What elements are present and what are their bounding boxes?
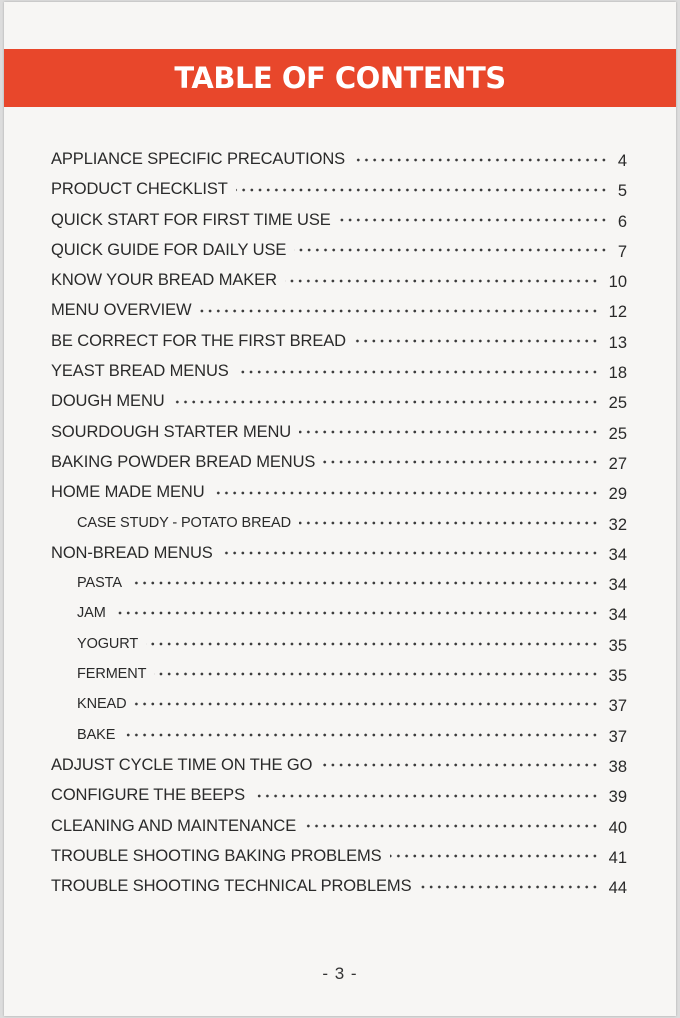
dot-leader	[213, 483, 599, 503]
manual-page	[4, 2, 676, 1016]
toc-entry-title: TROUBLE SHOOTING TECHNICAL PROBLEMS	[51, 877, 412, 896]
toc-entry-title: APPLIANCE SPECIFIC PRECAUTIONS	[51, 150, 346, 168]
toc-entry-page: 10	[608, 273, 627, 292]
toc-entry[interactable]	[4, 356, 676, 386]
toc-entry-title: CONFIGURE THE BEEPS	[51, 786, 245, 805]
dot-leader	[114, 603, 599, 623]
page-number: - 3 -	[322, 964, 358, 983]
dot-leader	[173, 392, 599, 412]
toc-entry-page: 18	[608, 364, 627, 383]
dot-leader	[130, 573, 599, 593]
dot-leader	[253, 786, 599, 806]
toc-entry-title: QUICK START FOR FIRST TIME USE	[51, 210, 331, 229]
toc-entry-page: 35	[608, 667, 627, 686]
toc-entry-title: CASE STUDY - POTATO BREAD	[77, 514, 291, 531]
toc-entry-page: 25	[608, 394, 627, 413]
dot-leader	[294, 240, 608, 260]
toc-entry-title: PRODUCT CHECKLIST	[51, 180, 228, 199]
toc-entry[interactable]	[4, 174, 676, 204]
toc-entry[interactable]	[4, 689, 676, 719]
toc-entry-title: JAM	[77, 605, 106, 622]
dot-leader	[320, 755, 599, 775]
toc-entry[interactable]	[4, 568, 676, 598]
toc-entry-page: 7	[617, 242, 627, 261]
toc-entry-title: MENU OVERVIEW	[51, 301, 192, 320]
toc-entry[interactable]	[4, 205, 676, 235]
toc-entry[interactable]	[4, 629, 676, 659]
toc-entry-title: NON-BREAD MENUS	[51, 543, 213, 562]
dot-leader	[323, 452, 599, 472]
toc-entry[interactable]	[4, 477, 676, 507]
toc-entry-title: BAKE	[77, 726, 116, 743]
toc-entry[interactable]	[4, 720, 676, 750]
toc-entry[interactable]	[4, 447, 676, 477]
toc-entry-title: SOURDOUGH STARTER MENU	[51, 422, 292, 441]
dot-leader	[285, 271, 599, 291]
toc-entry-title: PASTA	[77, 575, 122, 592]
toc-entry-title: TROUBLE SHOOTING BAKING PROBLEMS	[51, 846, 382, 865]
toc-entry-title: DOUGH MENU	[51, 392, 165, 411]
dot-leader	[221, 543, 599, 563]
page-title: TABLE OF CONTENTS	[174, 61, 506, 95]
dot-leader	[354, 331, 599, 351]
dot-leader	[353, 150, 608, 170]
toc-entry-page: 6	[617, 212, 627, 231]
dot-leader	[419, 877, 599, 897]
toc-entry[interactable]	[4, 326, 676, 356]
dot-leader	[299, 422, 599, 442]
toc-entry-page: 4	[617, 152, 627, 170]
toc-entry-title: QUICK GUIDE FOR DAILY USE	[51, 240, 287, 259]
toc-entry[interactable]	[4, 598, 676, 628]
toc-entry[interactable]	[4, 144, 676, 174]
dot-leader	[304, 816, 599, 836]
dot-leader	[154, 664, 599, 684]
toc-entry-page: 34	[608, 576, 627, 595]
dot-leader	[236, 180, 608, 200]
toc-entry-page: 44	[608, 879, 627, 898]
toc-entry[interactable]	[4, 841, 676, 871]
toc-entry-page: 29	[608, 485, 627, 504]
toc-entry[interactable]	[4, 386, 676, 416]
toc-entry[interactable]	[4, 295, 676, 325]
toc-entry[interactable]	[4, 265, 676, 295]
toc-entry[interactable]	[4, 871, 676, 901]
toc-entry-page: 13	[608, 333, 627, 352]
toc-entry-page: 25	[608, 424, 627, 443]
toc-entry[interactable]	[4, 750, 676, 780]
toc-entry[interactable]	[4, 417, 676, 447]
dot-leader	[339, 210, 608, 230]
toc-entry-title: CLEANING AND MAINTENANCE	[51, 816, 297, 835]
toc-entry[interactable]	[4, 235, 676, 265]
dot-leader	[134, 694, 599, 714]
toc-entry-page: 39	[608, 788, 627, 807]
toc-entry-page: 37	[608, 697, 627, 716]
toc-entry-page: 34	[608, 606, 627, 625]
toc-entry[interactable]	[4, 538, 676, 568]
dot-leader	[237, 362, 599, 382]
toc-entry[interactable]	[4, 659, 676, 689]
toc-entry-title: YOGURT	[77, 635, 139, 652]
toc-entry-title: FERMENT	[77, 666, 147, 683]
toc-entry-page: 35	[608, 636, 627, 655]
toc-entry-title: YEAST BREAD MENUS	[51, 362, 229, 381]
toc-entry-title: KNOW YOUR BREAD MAKER	[51, 271, 277, 290]
toc-entry-title: HOME MADE MENU	[51, 483, 205, 502]
dot-leader	[299, 513, 599, 533]
toc-entry-page: 5	[617, 182, 627, 201]
title-banner	[4, 49, 676, 107]
toc-entry-page: 12	[608, 303, 627, 322]
dot-leader	[200, 301, 599, 321]
toc-entry[interactable]	[4, 780, 676, 810]
toc-entry-page: 40	[608, 818, 627, 837]
toc-entry-title: KNEAD	[77, 696, 127, 713]
toc-entry[interactable]	[4, 811, 676, 841]
dot-leader	[146, 634, 599, 654]
toc-entry-page: 27	[608, 454, 627, 473]
dot-leader	[390, 846, 599, 866]
toc-entry-page: 37	[608, 727, 627, 746]
toc-entry[interactable]	[4, 508, 676, 538]
toc-entry-page: 32	[608, 515, 627, 534]
toc-entry-title: ADJUST CYCLE TIME ON THE GO	[51, 755, 313, 774]
table-of-contents	[4, 144, 676, 901]
toc-entry-page: 38	[608, 757, 627, 776]
dot-leader	[123, 725, 599, 745]
toc-entry-title: BAKING POWDER BREAD MENUS	[51, 452, 316, 471]
toc-entry-title: BE CORRECT FOR THE FIRST BREAD	[51, 331, 346, 350]
toc-entry-page: 41	[608, 848, 627, 867]
toc-entry-page: 34	[608, 545, 627, 564]
